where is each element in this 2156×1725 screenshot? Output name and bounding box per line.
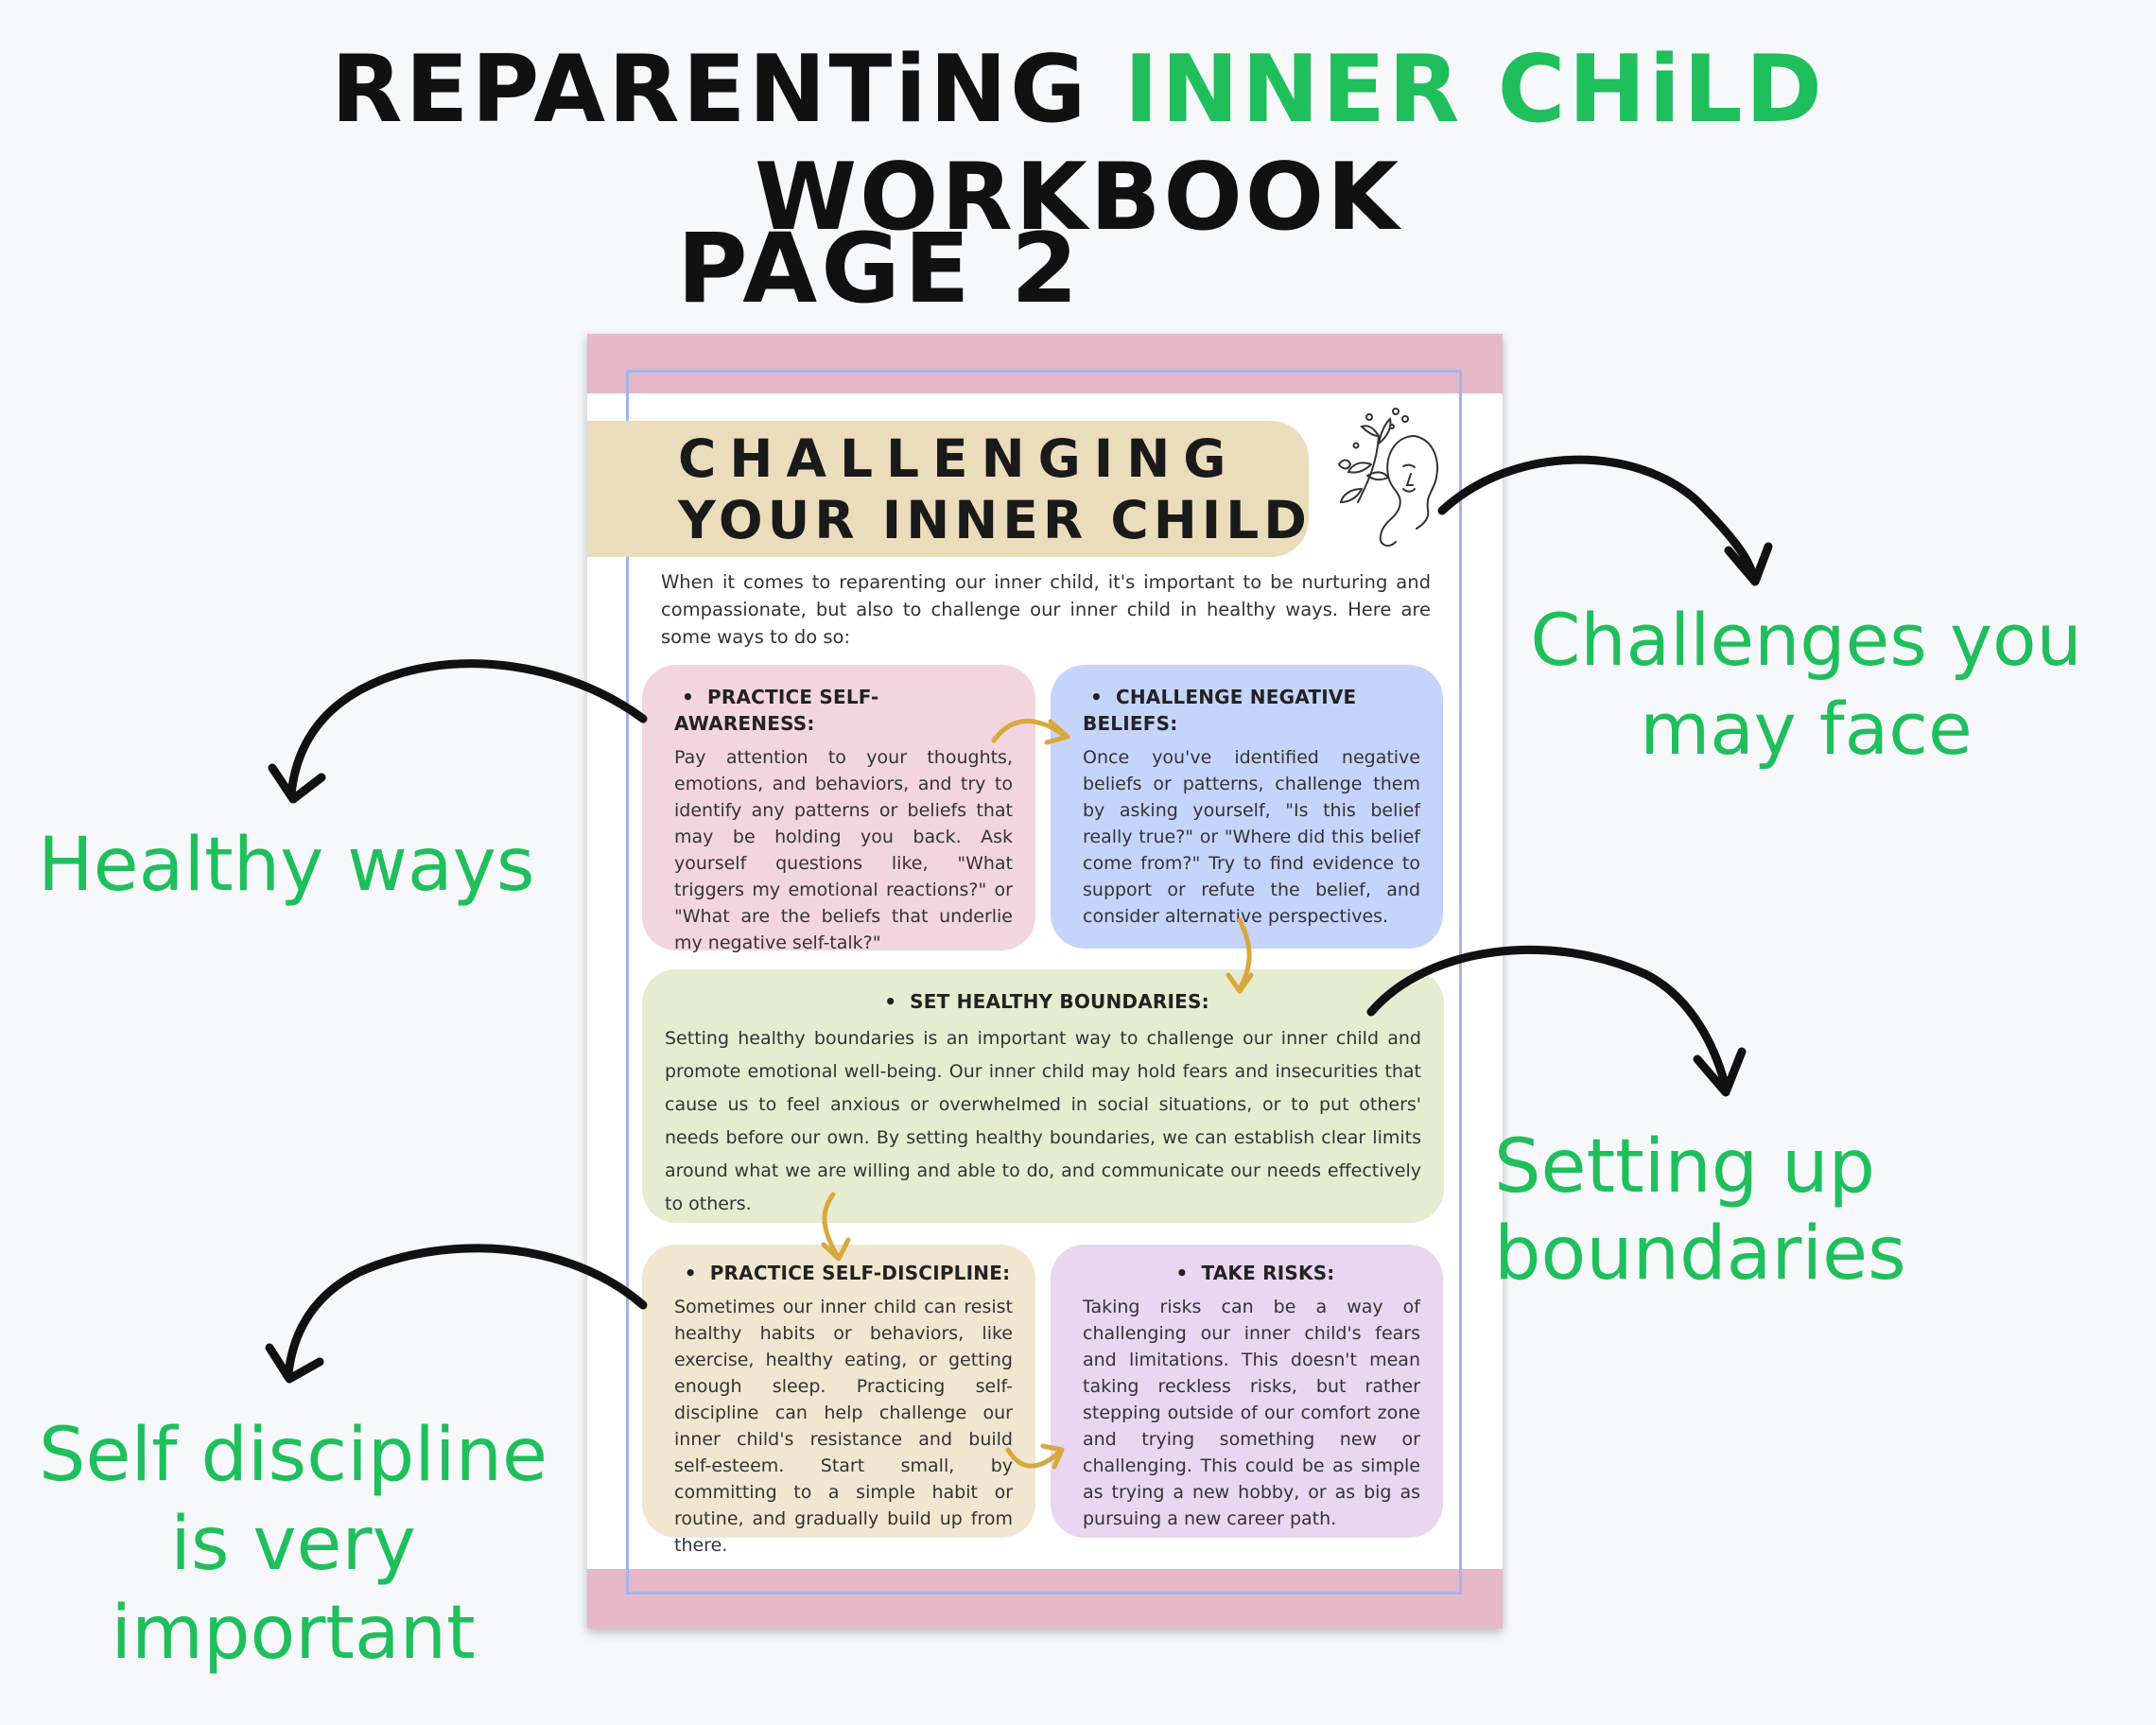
title-part-1: REPARENTiNG bbox=[331, 36, 1124, 144]
heading-line-1: CHALLENGING bbox=[678, 428, 1240, 489]
curved-arrow-icon bbox=[1371, 950, 1726, 1088]
card-body: Once you've identified negative beliefs or patterns, challenge them by asking yourself, "Is this belief really true?" or "Where did this belief come from?" Try to find evidence to support or refute the belief, and consider alternative perspectives. bbox=[1083, 747, 1420, 927]
curved-arrow-icon bbox=[291, 664, 643, 794]
heading-line-2: YOUR INNER CHILD bbox=[678, 490, 1312, 550]
intro-paragraph: When it comes to reparenting our inner child, it's important to be nurturing and compassionate, but also to challenge our inner child in healthy ways. Here are some ways to do so: bbox=[661, 571, 1431, 648]
title-accent: INNER CHiLD bbox=[1123, 36, 1825, 144]
card-body: Setting healthy boundaries is an important way to challenge our inner child and promote emotional well-being. Our inner child may hold fears and insecurities that cause us to feel anxious or overwhelmed in social situations, or to put others' needs before our own. By setting healthy boundaries, we can establish clear limits around what we are willing and able to do, and communicate our needs effectively to others. bbox=[665, 1028, 1421, 1214]
callout-challenges: Challenges you may face bbox=[1530, 598, 2082, 771]
callout-boundaries: Setting up boundaries bbox=[1494, 1124, 1906, 1297]
card-heading: • TAKE RISKS: bbox=[1083, 1260, 1420, 1286]
card-heading: • CHALLENGE NEGATIVE BELIEFS: bbox=[1083, 684, 1420, 737]
title-part-2: WORKBOOK bbox=[754, 144, 1402, 252]
curved-arrow-icon bbox=[288, 1248, 643, 1373]
card-body: Taking risks can be a way of challenging our inner child's fears and limitations. This doesn't mean taking reckless risks, but rather stepping outside of our comfort zone and trying something new or challenging. This could be as simple as trying a new hobby, or as big as pursuing a new career path. bbox=[1083, 1297, 1420, 1529]
callout-self-discipline: Self discipline is very important bbox=[38, 1413, 548, 1676]
callout-healthy-ways: Healthy ways bbox=[38, 823, 535, 908]
card-heading: • SET HEALTHY BOUNDARIES: bbox=[665, 988, 1421, 1015]
curved-arrow-icon bbox=[1442, 460, 1754, 579]
card-heading: • PRACTICE SELF-DISCIPLINE: bbox=[674, 1260, 1013, 1286]
page-subtitle: PAGE 2 bbox=[676, 213, 1083, 325]
card-body: Sometimes our inner child can resist healthy habits or behaviors, like exercise, healthy eating, or getting enough sleep. Practicing self-discipline can help challenge our inner child's resistance and build self-esteem. Start small, by committing to a simple habit or routine, and gradually build up from there. bbox=[674, 1297, 1013, 1556]
card-body: Pay attention to your thoughts, emotions, and behaviors, and try to identify any patterns or beliefs that may be holding you back. Ask yourself questions like, "What triggers my emotional reactions?" or "What are the beliefs that underlie my negative self-talk?" bbox=[674, 747, 1013, 953]
card-heading: • PRACTICE SELF-AWARENESS: bbox=[674, 684, 1013, 737]
